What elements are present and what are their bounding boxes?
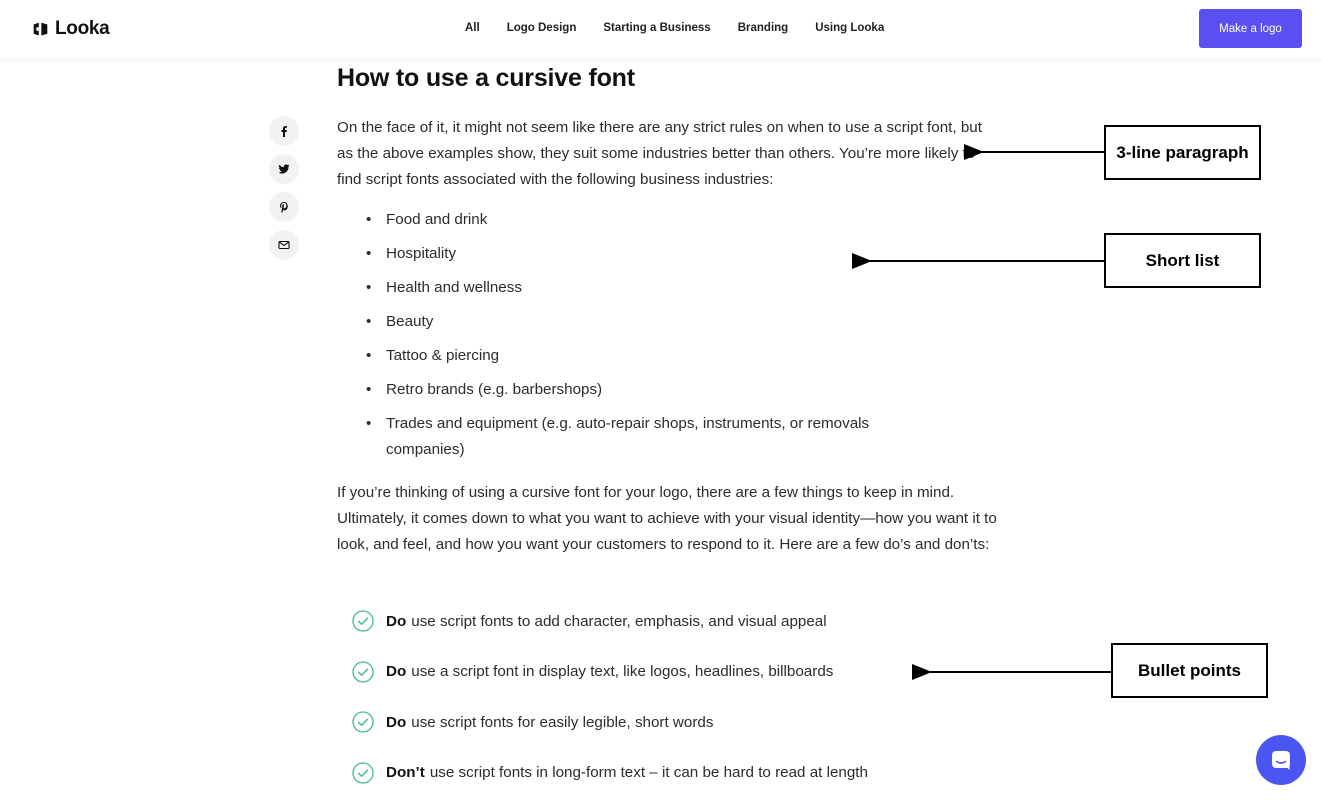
do-keyword: Do: [386, 713, 407, 731]
pinterest-icon: [278, 201, 290, 213]
chat-icon: [1269, 748, 1293, 772]
make-a-logo-button[interactable]: Make a logo: [1199, 9, 1302, 48]
list-item: • Hospitality: [366, 241, 926, 267]
share-twitter-button[interactable]: [269, 154, 299, 184]
share-pinterest-button[interactable]: [269, 192, 299, 222]
check-circle-icon: [352, 661, 374, 683]
check-circle-icon: [352, 711, 374, 733]
annotation-paragraph: 3-line paragraph: [1104, 125, 1261, 180]
looka-logo-icon: [32, 21, 49, 38]
nav-item-logo-design[interactable]: Logo Design: [506, 22, 577, 34]
list-item: [352, 607, 868, 635]
chat-launcher-button[interactable]: [1256, 735, 1306, 785]
do-text: use a script font in display text, like logos, headlines, billboards: [411, 663, 834, 680]
list-item: [352, 708, 868, 736]
list-item: • Trades and equipment (e.g. auto-repair shops, instruments, or removals companies): [366, 411, 926, 463]
list-item: • Food and drink: [366, 207, 926, 233]
brand-logo[interactable]: [32, 18, 109, 40]
intro-paragraph: On the face of it, it might not seem like there are any strict rules on when to use a script font, but as the above examples show, they suit some industries better than others. You’re more likely to find script fonts associated with the following business industries:: [337, 119, 982, 188]
industries-list: [366, 207, 926, 471]
share-facebook-button[interactable]: [269, 116, 299, 146]
nav-item-all[interactable]: All: [465, 22, 480, 34]
share-bar: [269, 116, 299, 260]
annotation-short-list: Short list: [1104, 233, 1261, 288]
do-text: use script fonts to add character, emphasis, and visual appeal: [411, 612, 827, 630]
nav-item-using-looka[interactable]: Using Looka: [815, 22, 885, 34]
nav-item-starting-a-business[interactable]: Starting a Business: [603, 22, 711, 34]
dont-keyword: Don’t: [386, 764, 425, 781]
brand-name: Looka: [55, 18, 110, 39]
main-nav: [465, 22, 884, 34]
dos-and-donts-list: [352, 607, 868, 800]
do-keyword: Do: [386, 612, 407, 630]
do-text: use script fonts for easily legible, short words: [411, 713, 714, 731]
site-header: [0, 0, 1322, 58]
check-circle-icon: [352, 610, 374, 632]
list-item: • Retro brands (e.g. barbershops): [366, 377, 926, 403]
nav-item-branding[interactable]: Branding: [737, 22, 789, 34]
dont-text: use script fonts in long-form text – it can be hard to read at length: [429, 764, 868, 781]
list-item: • Beauty: [366, 309, 926, 335]
do-keyword: Do: [386, 663, 407, 680]
facebook-icon: [278, 125, 290, 137]
article-heading: How to use a cursive font: [337, 64, 635, 92]
twitter-icon: [278, 163, 290, 175]
share-email-button[interactable]: [269, 230, 299, 260]
mail-icon: [278, 239, 290, 251]
list-item: [352, 658, 868, 686]
guidance-paragraph: If you’re thinking of using a cursive font for your logo, there are a few things to keep in mind. Ultimately, it comes down to what you want to achieve with your visual identity—how you want it to look, and feel, and how you want your customers to respond to it. Here are a few do’s and don’ts:: [337, 484, 997, 553]
annotation-bullet-points: Bullet points: [1111, 643, 1268, 698]
list-item: • Health and wellness: [366, 275, 926, 301]
list-item: • Tattoo & piercing: [366, 343, 926, 369]
list-item: [352, 759, 868, 787]
check-circle-icon: [352, 762, 374, 784]
